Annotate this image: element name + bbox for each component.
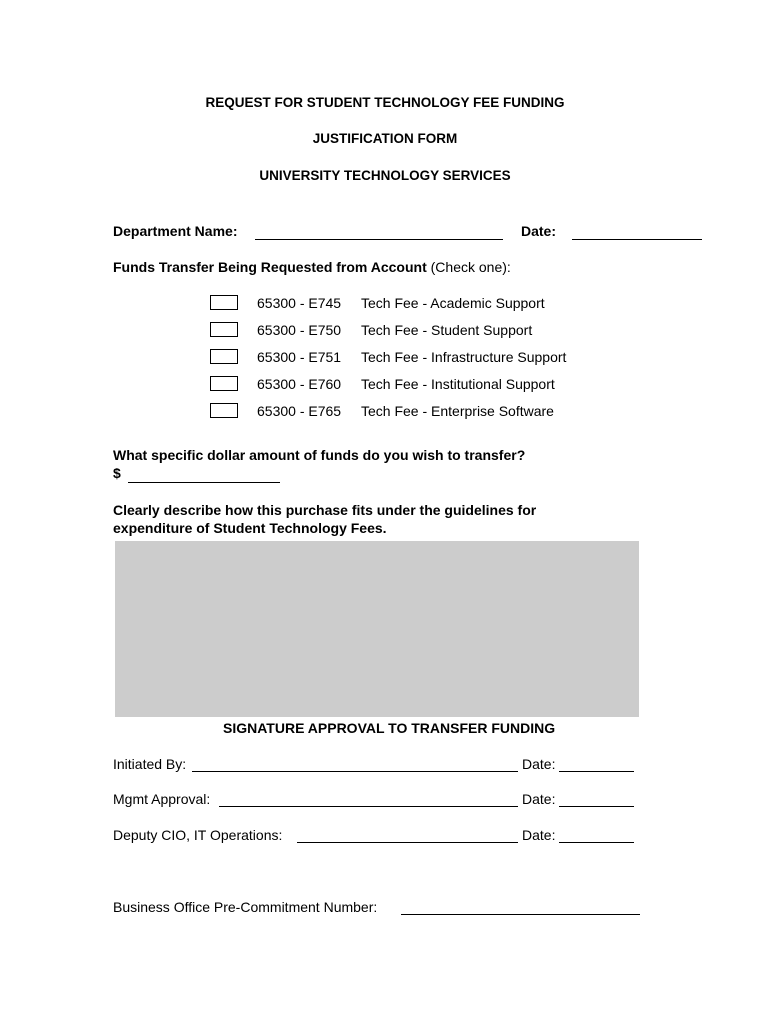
account-code: 65300 - E750 — [257, 322, 342, 338]
funds-transfer-hint: (Check one): — [430, 259, 511, 275]
description-question-line1: Clearly describe how this purchase fits under the guidelines for — [113, 502, 537, 518]
deputy-date-field[interactable] — [559, 842, 634, 843]
account-description: Tech Fee - Academic Support — [361, 295, 545, 311]
deputy-date-label: Date: — [522, 827, 556, 843]
amount-field[interactable] — [128, 482, 280, 483]
mgmt-date-field[interactable] — [559, 806, 634, 807]
date-label: Date: — [521, 223, 557, 239]
account-description: Tech Fee - Enterprise Software — [361, 403, 554, 419]
mgmt-approval-field[interactable] — [219, 806, 518, 807]
deputy-cio-label: Deputy CIO, IT Operations: — [113, 827, 283, 843]
amount-question: What specific dollar amount of funds do you wish to transfer? — [113, 447, 526, 463]
form-title: REQUEST FOR STUDENT TECHNOLOGY FEE FUNDING — [205, 95, 565, 110]
initiated-by-label: Initiated By: — [113, 756, 187, 772]
account-checkbox-e760[interactable] — [210, 376, 238, 391]
form-subtitle: JUSTIFICATION FORM — [312, 131, 458, 146]
department-name-field[interactable] — [255, 239, 503, 240]
account-checkbox-e751[interactable] — [210, 349, 238, 364]
account-code: 65300 - E765 — [257, 403, 342, 419]
currency-symbol: $ — [113, 465, 121, 481]
description-question-line2: expenditure of Student Technology Fees. — [113, 520, 387, 536]
account-code: 65300 - E745 — [257, 295, 342, 311]
account-checkbox-e745[interactable] — [210, 295, 238, 310]
date-field[interactable] — [572, 239, 702, 240]
department-name-label: Department Name: — [113, 223, 238, 239]
account-description: Tech Fee - Student Support — [361, 322, 533, 338]
account-checkbox-e765[interactable] — [210, 403, 238, 418]
account-checkbox-e750[interactable] — [210, 322, 238, 337]
description-textarea[interactable] — [115, 541, 639, 717]
initiated-by-field[interactable] — [192, 771, 518, 772]
mgmt-date-label: Date: — [522, 791, 556, 807]
account-description: Tech Fee - Institutional Support — [361, 376, 555, 392]
funds-transfer-prompt — [113, 259, 511, 275]
signature-heading: SIGNATURE APPROVAL TO TRANSFER FUNDING — [223, 720, 556, 736]
mgmt-approval-label: Mgmt Approval: — [113, 791, 211, 807]
department-heading: UNIVERSITY TECHNOLOGY SERVICES — [259, 168, 511, 183]
business-office-field[interactable] — [401, 914, 640, 915]
initiated-date-field[interactable] — [559, 771, 634, 772]
deputy-cio-field[interactable] — [297, 842, 518, 843]
account-code: 65300 - E751 — [257, 349, 342, 365]
initiated-date-label: Date: — [522, 756, 556, 772]
funds-transfer-label: Funds Transfer Being Requested from Account — [113, 259, 427, 275]
account-code: 65300 - E760 — [257, 376, 342, 392]
business-office-label: Business Office Pre-Commitment Number: — [113, 899, 378, 915]
account-description: Tech Fee - Infrastructure Support — [361, 349, 567, 365]
